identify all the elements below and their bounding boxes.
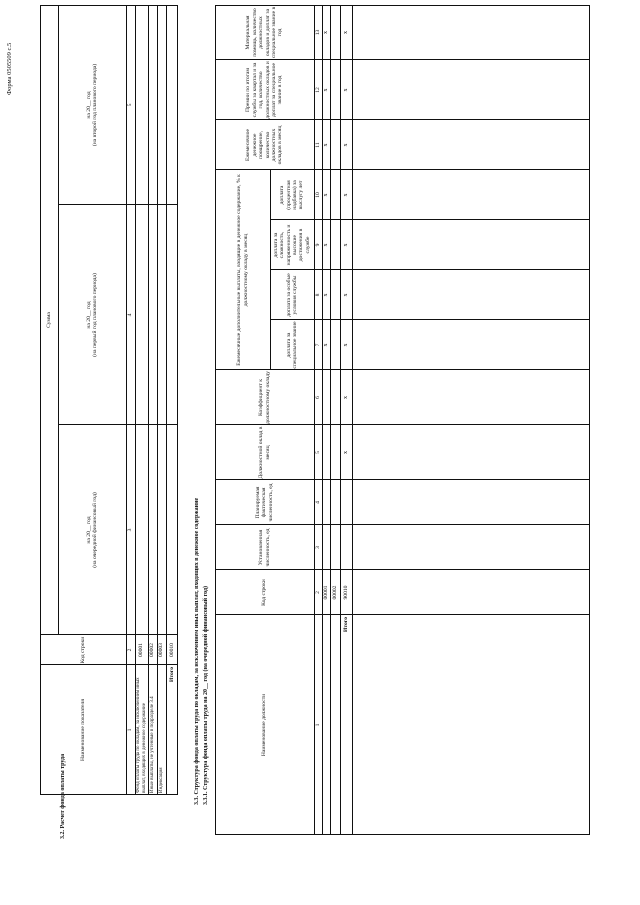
table-row-code: 00002 (149, 643, 156, 657)
x-mark: х (342, 343, 349, 347)
section-3-2-title: 3.2. Расчет фонда оплаты труда (60, 753, 66, 839)
colnum: 9 (314, 243, 321, 247)
table-row-name: Иные выплаты, не учтенные в подразделе 3.4 (149, 696, 155, 793)
table-row-code: 00003 (158, 643, 165, 657)
colnum: 3 (314, 546, 321, 549)
total-label: Итого (342, 617, 349, 633)
x-mark: х (322, 31, 329, 34)
colnum: 1 (127, 728, 134, 732)
header-code: Код строки (79, 636, 86, 664)
colnum: 5 (314, 451, 321, 454)
x-mark: х (322, 143, 329, 147)
form-label: Форма 0505509 с.5 (6, 42, 13, 95)
colnum: 2 (127, 648, 134, 652)
year2-label: на 20__ год (85, 301, 92, 329)
colnum: 4 (127, 313, 134, 317)
table-row-code: 00001 (322, 585, 329, 600)
x-mark: х (342, 193, 349, 197)
x-mark: х (322, 193, 329, 197)
x-mark: х (342, 451, 349, 454)
colnum: 5 (127, 103, 134, 107)
x-mark: х (342, 396, 349, 399)
table-row-name: Фонд оплаты труда по окладам, за исключением иных выплат, входящих в денежное содержание (135, 677, 147, 793)
colnum: 6 (314, 396, 321, 399)
header-year1 (58, 425, 126, 635)
header-p2: доплата за особые условия службы (285, 273, 298, 317)
header-monthly-group: Ежемесячные дополнительные выплаты, входящие в денежное содержание, % к должностному окладу в месяц (236, 174, 249, 366)
table-row-name: Индексация (158, 767, 164, 793)
section-3-3-title: 3.3. Структура фонда оплаты труда по окладам, за исключением иных выплат, входящих в денежное содержание (194, 497, 200, 805)
x-mark: х (322, 343, 329, 347)
header-year2 (58, 205, 126, 425)
header-p1: доплата за специальное звание (285, 321, 298, 369)
x-mark: х (342, 31, 349, 34)
year2-note: (на первый год планового периода) (92, 273, 98, 357)
table-row-name: Итого (168, 667, 175, 683)
x-mark: х (322, 293, 329, 297)
colnum: 7 (314, 343, 321, 347)
header-p3: доплата за сложность, напряженность и высокие достижения в службе (272, 224, 311, 266)
x-mark: х (342, 243, 349, 247)
year1-note: (на очередной финансовый год) (92, 492, 98, 568)
colnum: 10 (314, 192, 321, 198)
header-indicator: Наименование показателя (79, 699, 86, 761)
table-row-code: 00002 (331, 585, 338, 600)
header-p4: доплата (процентная надбавка) за выслугу лет (279, 180, 305, 210)
x-mark: х (342, 88, 349, 92)
table-row-code: 00001 (138, 643, 145, 657)
year3-label: на 20__ год (85, 91, 92, 119)
table-row-code: 00010 (168, 643, 175, 657)
header-code: Код строки (261, 579, 268, 606)
x-mark: х (342, 143, 349, 147)
colnum: 12 (314, 87, 321, 93)
x-mark: х (342, 293, 349, 297)
year3-note: (на второй год планового периода) (92, 63, 98, 147)
colnum: 3 (127, 528, 134, 532)
colnum: 11 (314, 142, 321, 148)
header-bonus: Ежемесячное денежное поощрение, количество должностных окладов в месяц (245, 125, 284, 165)
header-sum: Сумма (45, 312, 52, 328)
x-mark: х (322, 243, 329, 247)
year1-label: на 20__ год (85, 516, 92, 544)
header-planned: Планируемая фактическая численность, ед (254, 483, 274, 522)
x-mark: х (322, 88, 329, 92)
colnum: 13 (314, 29, 321, 36)
header-aid: Материальная помощь, количество должностных окладов и доплат за специальное звание в год (245, 6, 284, 59)
colnum: 4 (314, 501, 321, 504)
header-year3 (58, 5, 126, 205)
header-salary: Должностной оклад в месяц (258, 426, 271, 479)
header-position: Наименование должности (261, 693, 268, 757)
header-premium: Премии по итогам службы за квартал и за год, количество должностных окладов и доплат за специальное звание в год (245, 61, 284, 119)
colnum: 2 (314, 591, 321, 594)
table-row-code: 90010 (342, 585, 349, 600)
colnum: 1 (314, 723, 321, 727)
colnum: 8 (314, 293, 321, 297)
header-coef: Коэффициент к должностному окладу (258, 371, 271, 424)
section-3-3-1-subtitle: 3.3.1. Структура фонда оплаты труда на 20__ год (на очередной финансовый год) (203, 585, 209, 805)
header-established: Установленная численность, ед (258, 528, 271, 567)
